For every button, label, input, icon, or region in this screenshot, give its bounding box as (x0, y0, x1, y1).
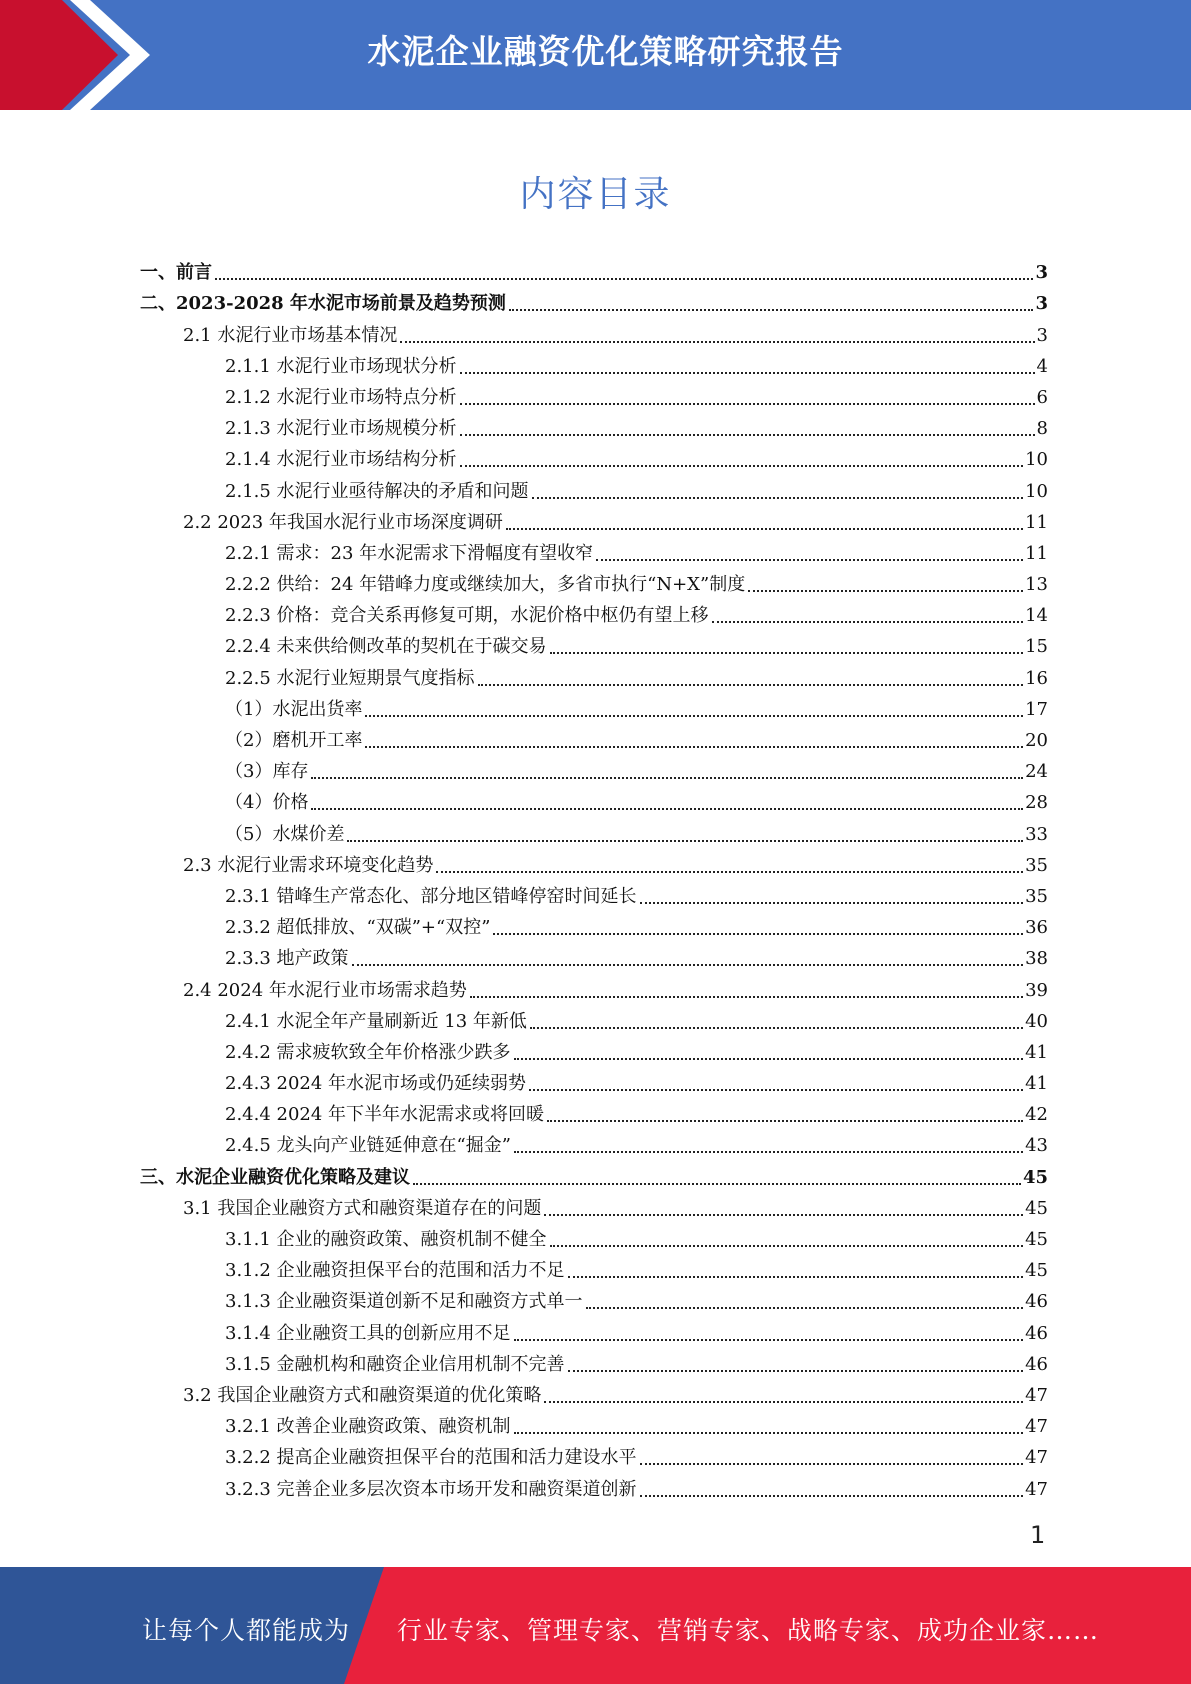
toc-heading: 内容目录 (519, 174, 672, 215)
toc-dot-leader (470, 996, 1023, 998)
toc-entry[interactable] (140, 1282, 1048, 1313)
toc-entry-title: 3.1 我国企业融资方式和融资渠道存在的问题 (183, 1197, 542, 1219)
toc-entry-page: 3 (1035, 262, 1048, 284)
toc-dot-leader (311, 808, 1023, 810)
toc-entry-title: 2.2.2 供给：24 年错峰力度或继续加大，多省市执行“N+X”制度 (225, 574, 746, 596)
toc-entry-title: 2.1.5 水泥行业亟待解决的矛盾和问题 (225, 480, 529, 502)
toc-entry-title: 2.3.3 地产政策 (225, 948, 349, 970)
toc-dot-leader (640, 1495, 1024, 1497)
toc-entry-page: 47 (1025, 1384, 1048, 1406)
toc-entry-title: （1）水泥出货率 (225, 698, 363, 720)
toc-dot-leader (514, 1339, 1024, 1341)
toc-entry[interactable] (140, 1095, 1048, 1126)
toc-entry-page: 40 (1025, 1010, 1048, 1032)
toc-dot-leader (532, 497, 1024, 499)
toc-entry-title: 2.2.1 需求：23 年水泥需求下滑幅度有望收窄 (225, 542, 594, 564)
toc-entry[interactable] (140, 721, 1048, 752)
toc-entry-title: （2）磨机开工率 (225, 730, 363, 751)
toc-entry-page: 42 (1025, 1104, 1048, 1126)
footer-slogan-left: 让每个人都能成为 (142, 1616, 351, 1645)
toc-entry-page: 46 (1025, 1322, 1048, 1344)
toc-entry-page: 14 (1025, 605, 1048, 627)
toc-entry[interactable] (140, 783, 1048, 814)
toc-entry-title: 一、前言 (140, 262, 212, 284)
toc-entry[interactable] (140, 877, 1048, 908)
toc-entry-title: （5）水煤价差 (225, 823, 345, 845)
toc-entry-title: 2.4.5 龙头向产业链延伸意在“掘金” (225, 1135, 511, 1157)
toc-entry-page: 16 (1025, 667, 1048, 689)
toc-entry[interactable] (140, 503, 1048, 534)
toc-dot-leader (550, 1245, 1024, 1247)
toc-dot-leader (400, 341, 1034, 343)
page-footer (0, 1567, 1191, 1684)
toc-dot-leader (460, 372, 1035, 374)
toc-entry[interactable] (140, 1469, 1048, 1500)
toc-entry-page: 28 (1025, 792, 1048, 814)
toc-entry[interactable] (140, 378, 1048, 409)
toc-entry-page: 45 (1025, 1260, 1048, 1282)
toc-entry[interactable] (140, 284, 1048, 315)
toc-entry-page: 41 (1025, 1041, 1048, 1063)
toc-dot-leader (748, 590, 1023, 592)
toc-dot-leader (640, 1463, 1024, 1465)
toc-entry-page: 47 (1025, 1478, 1048, 1500)
toc-dot-leader (712, 621, 1024, 623)
toc-entry-page: 20 (1025, 730, 1048, 751)
toc-entry-page: 41 (1025, 1073, 1048, 1095)
toc-dot-leader (460, 434, 1035, 436)
toc-entry-title: 2.3.2 超低排放、“双碳”+“双控” (225, 917, 491, 939)
toc-entry-title: 2.4.3 2024 年水泥市场或仍延续弱势 (225, 1073, 527, 1095)
toc-entry[interactable] (140, 814, 1048, 845)
toc-dot-leader (544, 1214, 1023, 1216)
toc-entry-title: 3.2.1 改善企业融资政策、融资机制 (225, 1416, 511, 1438)
toc-entry-page: 6 (1036, 386, 1048, 408)
toc-dot-leader (365, 715, 1023, 717)
toc-entry-page: 47 (1025, 1416, 1048, 1438)
toc-entry-title: 3.1.3 企业融资渠道创新不足和融资方式单一 (225, 1291, 583, 1313)
toc-entry[interactable] (140, 347, 1048, 378)
toc-dot-leader (311, 777, 1023, 779)
toc-entry[interactable] (140, 1438, 1048, 1469)
toc-dot-leader (514, 1151, 1023, 1153)
toc-dot-leader (586, 1307, 1024, 1309)
toc-entry-page: 3 (1036, 324, 1048, 346)
toc-dot-leader (640, 902, 1024, 904)
toc-entry-title: 2.1.1 水泥行业市场现状分析 (225, 355, 457, 377)
toc-entry[interactable] (140, 1157, 1048, 1188)
toc-entry-page: 36 (1025, 917, 1048, 939)
toc-entry-title: 3.1.1 企业的融资政策、融资机制不健全 (225, 1229, 547, 1250)
toc-entry-title: 2.2 2023 年我国水泥行业市场深度调研 (183, 511, 503, 533)
toc-entry-page: 38 (1025, 948, 1048, 970)
toc-dot-leader (436, 871, 1023, 873)
toc-dot-leader (550, 652, 1024, 654)
table-of-contents (140, 253, 1048, 1501)
page-header (0, 0, 1191, 110)
toc-entry[interactable] (140, 1345, 1048, 1376)
toc-entry-title: 2.4.1 水泥全年产量刷新近 13 年新低 (225, 1010, 527, 1032)
toc-dot-leader (530, 1027, 1023, 1029)
toc-dot-leader (413, 1183, 1021, 1185)
toc-dot-leader (460, 403, 1035, 405)
toc-entry-title: 2.3.1 错峰生产常态化、部分地区错峰停窑时间延长 (225, 885, 637, 907)
toc-entry[interactable] (140, 1126, 1048, 1157)
toc-entry-title: 2.4 2024 年水泥行业市场需求趋势 (183, 979, 467, 1001)
toc-entry[interactable] (140, 690, 1048, 721)
toc-entry-title: 2.1.3 水泥行业市场规模分析 (225, 418, 457, 440)
toc-dot-leader (568, 1370, 1024, 1372)
toc-entry-page: 35 (1025, 885, 1048, 907)
toc-entry-page: 10 (1025, 449, 1048, 471)
toc-dot-leader (478, 684, 1024, 686)
toc-entry-page: 13 (1025, 574, 1048, 596)
toc-dot-leader (460, 465, 1024, 467)
toc-entry-title: 3.2 我国企业融资方式和融资渠道的优化策略 (183, 1384, 542, 1406)
toc-dot-leader (365, 746, 1023, 748)
toc-entry-page: 33 (1025, 823, 1048, 845)
toc-entry-page: 39 (1025, 979, 1048, 1001)
toc-entry-page: 24 (1025, 761, 1048, 783)
toc-entry-title: 3.1.5 金融机构和融资企业信用机制不完善 (225, 1353, 565, 1375)
toc-entry[interactable] (140, 253, 1048, 284)
toc-entry-page: 46 (1025, 1291, 1048, 1313)
toc-entry[interactable] (140, 1189, 1048, 1220)
toc-dot-leader (514, 1058, 1024, 1060)
toc-entry-page: 45 (1025, 1197, 1048, 1219)
toc-dot-leader (506, 528, 1023, 530)
toc-entry-title: （3）库存 (225, 761, 309, 783)
toc-entry[interactable] (140, 315, 1048, 346)
toc-entry[interactable] (140, 1251, 1048, 1282)
toc-dot-leader (568, 1276, 1024, 1278)
toc-entry[interactable] (140, 970, 1048, 1001)
report-title: 水泥企业融资优化策略研究报告 (367, 32, 844, 71)
toc-entry-title: 2.1.4 水泥行业市场结构分析 (225, 449, 457, 471)
toc-entry[interactable] (140, 1064, 1048, 1095)
toc-entry[interactable] (140, 1313, 1048, 1344)
toc-entry-page: 10 (1025, 480, 1048, 502)
toc-entry-page: 45 (1022, 1166, 1048, 1188)
toc-entry[interactable] (140, 908, 1048, 939)
toc-entry-title: 3.1.2 企业融资担保平台的范围和活力不足 (225, 1260, 565, 1282)
toc-entry[interactable] (140, 440, 1048, 471)
toc-entry-title: 3.2.3 完善企业多层次资本市场开发和融资渠道创新 (225, 1478, 637, 1500)
toc-entry[interactable] (140, 1033, 1048, 1064)
toc-entry[interactable] (140, 1220, 1048, 1251)
toc-entry-title: 2.2.3 价格：竞合关系再修复可期，水泥价格中枢仍有望上移 (225, 605, 709, 627)
toc-entry-page: 46 (1025, 1353, 1048, 1375)
toc-entry-page: 15 (1025, 636, 1048, 658)
toc-entry[interactable] (140, 627, 1048, 658)
toc-dot-leader (529, 1089, 1023, 1091)
toc-entry-page: 3 (1035, 293, 1048, 315)
toc-dot-leader (347, 840, 1023, 842)
toc-entry-page: 17 (1025, 698, 1048, 720)
toc-entry-title: （4）价格 (225, 792, 309, 814)
page-number: 1 (1030, 1521, 1046, 1549)
toc-entry[interactable] (140, 939, 1048, 970)
toc-dot-leader (547, 1120, 1023, 1122)
footer-slogan-right: 行业专家、管理专家、营销专家、战略专家、成功企业家…… (397, 1616, 1100, 1645)
toc-dot-leader (352, 964, 1024, 966)
toc-dot-leader (514, 1432, 1024, 1434)
toc-entry-page: 43 (1025, 1135, 1048, 1157)
toc-dot-leader (544, 1401, 1023, 1403)
toc-entry-page: 4 (1036, 355, 1048, 377)
toc-entry-title: 2.1.2 水泥行业市场特点分析 (225, 386, 457, 408)
toc-dot-leader (493, 933, 1023, 935)
toc-entry-title: 二、2023-2028 年水泥市场前景及趋势预测 (140, 293, 506, 315)
toc-entry-page: 11 (1025, 511, 1048, 533)
toc-dot-leader (509, 309, 1034, 311)
toc-entry-page: 45 (1025, 1229, 1048, 1250)
toc-entry[interactable] (140, 1376, 1048, 1407)
toc-entry[interactable] (140, 1002, 1048, 1033)
toc-entry-page: 47 (1025, 1447, 1048, 1469)
toc-entry-title: 2.4.2 需求疲软致全年价格涨少跌多 (225, 1041, 511, 1063)
toc-entry-title: 2.1 水泥行业市场基本情况 (183, 324, 398, 346)
toc-entry[interactable] (140, 752, 1048, 783)
toc-entry-title: 2.2.4 未来供给侧改革的契机在于碳交易 (225, 636, 547, 658)
toc-entry-title: 3.2.2 提高企业融资担保平台的范围和活力建设水平 (225, 1447, 637, 1469)
toc-entry[interactable] (140, 1407, 1048, 1438)
toc-entry[interactable] (140, 846, 1048, 877)
toc-entry[interactable] (140, 471, 1048, 502)
toc-entry-title: 2.4.4 2024 年下半年水泥需求或将回暖 (225, 1104, 545, 1126)
toc-entry-title: 三、水泥企业融资优化策略及建议 (140, 1166, 410, 1188)
toc-entry-title: 2.2.5 水泥行业短期景气度指标 (225, 667, 475, 689)
toc-entry[interactable] (140, 565, 1048, 596)
toc-entry-title: 2.3 水泥行业需求环境变化趋势 (183, 854, 434, 876)
toc-dot-leader (596, 559, 1023, 561)
toc-entry[interactable] (140, 409, 1048, 440)
toc-entry[interactable] (140, 658, 1048, 689)
toc-entry-page: 11 (1025, 542, 1048, 564)
toc-entry[interactable] (140, 534, 1048, 565)
toc-entry-page: 8 (1036, 418, 1048, 440)
toc-entry-page: 35 (1025, 854, 1048, 876)
toc-entry-title: 3.1.4 企业融资工具的创新应用不足 (225, 1322, 511, 1344)
toc-dot-leader (215, 278, 1033, 280)
toc-entry[interactable] (140, 596, 1048, 627)
